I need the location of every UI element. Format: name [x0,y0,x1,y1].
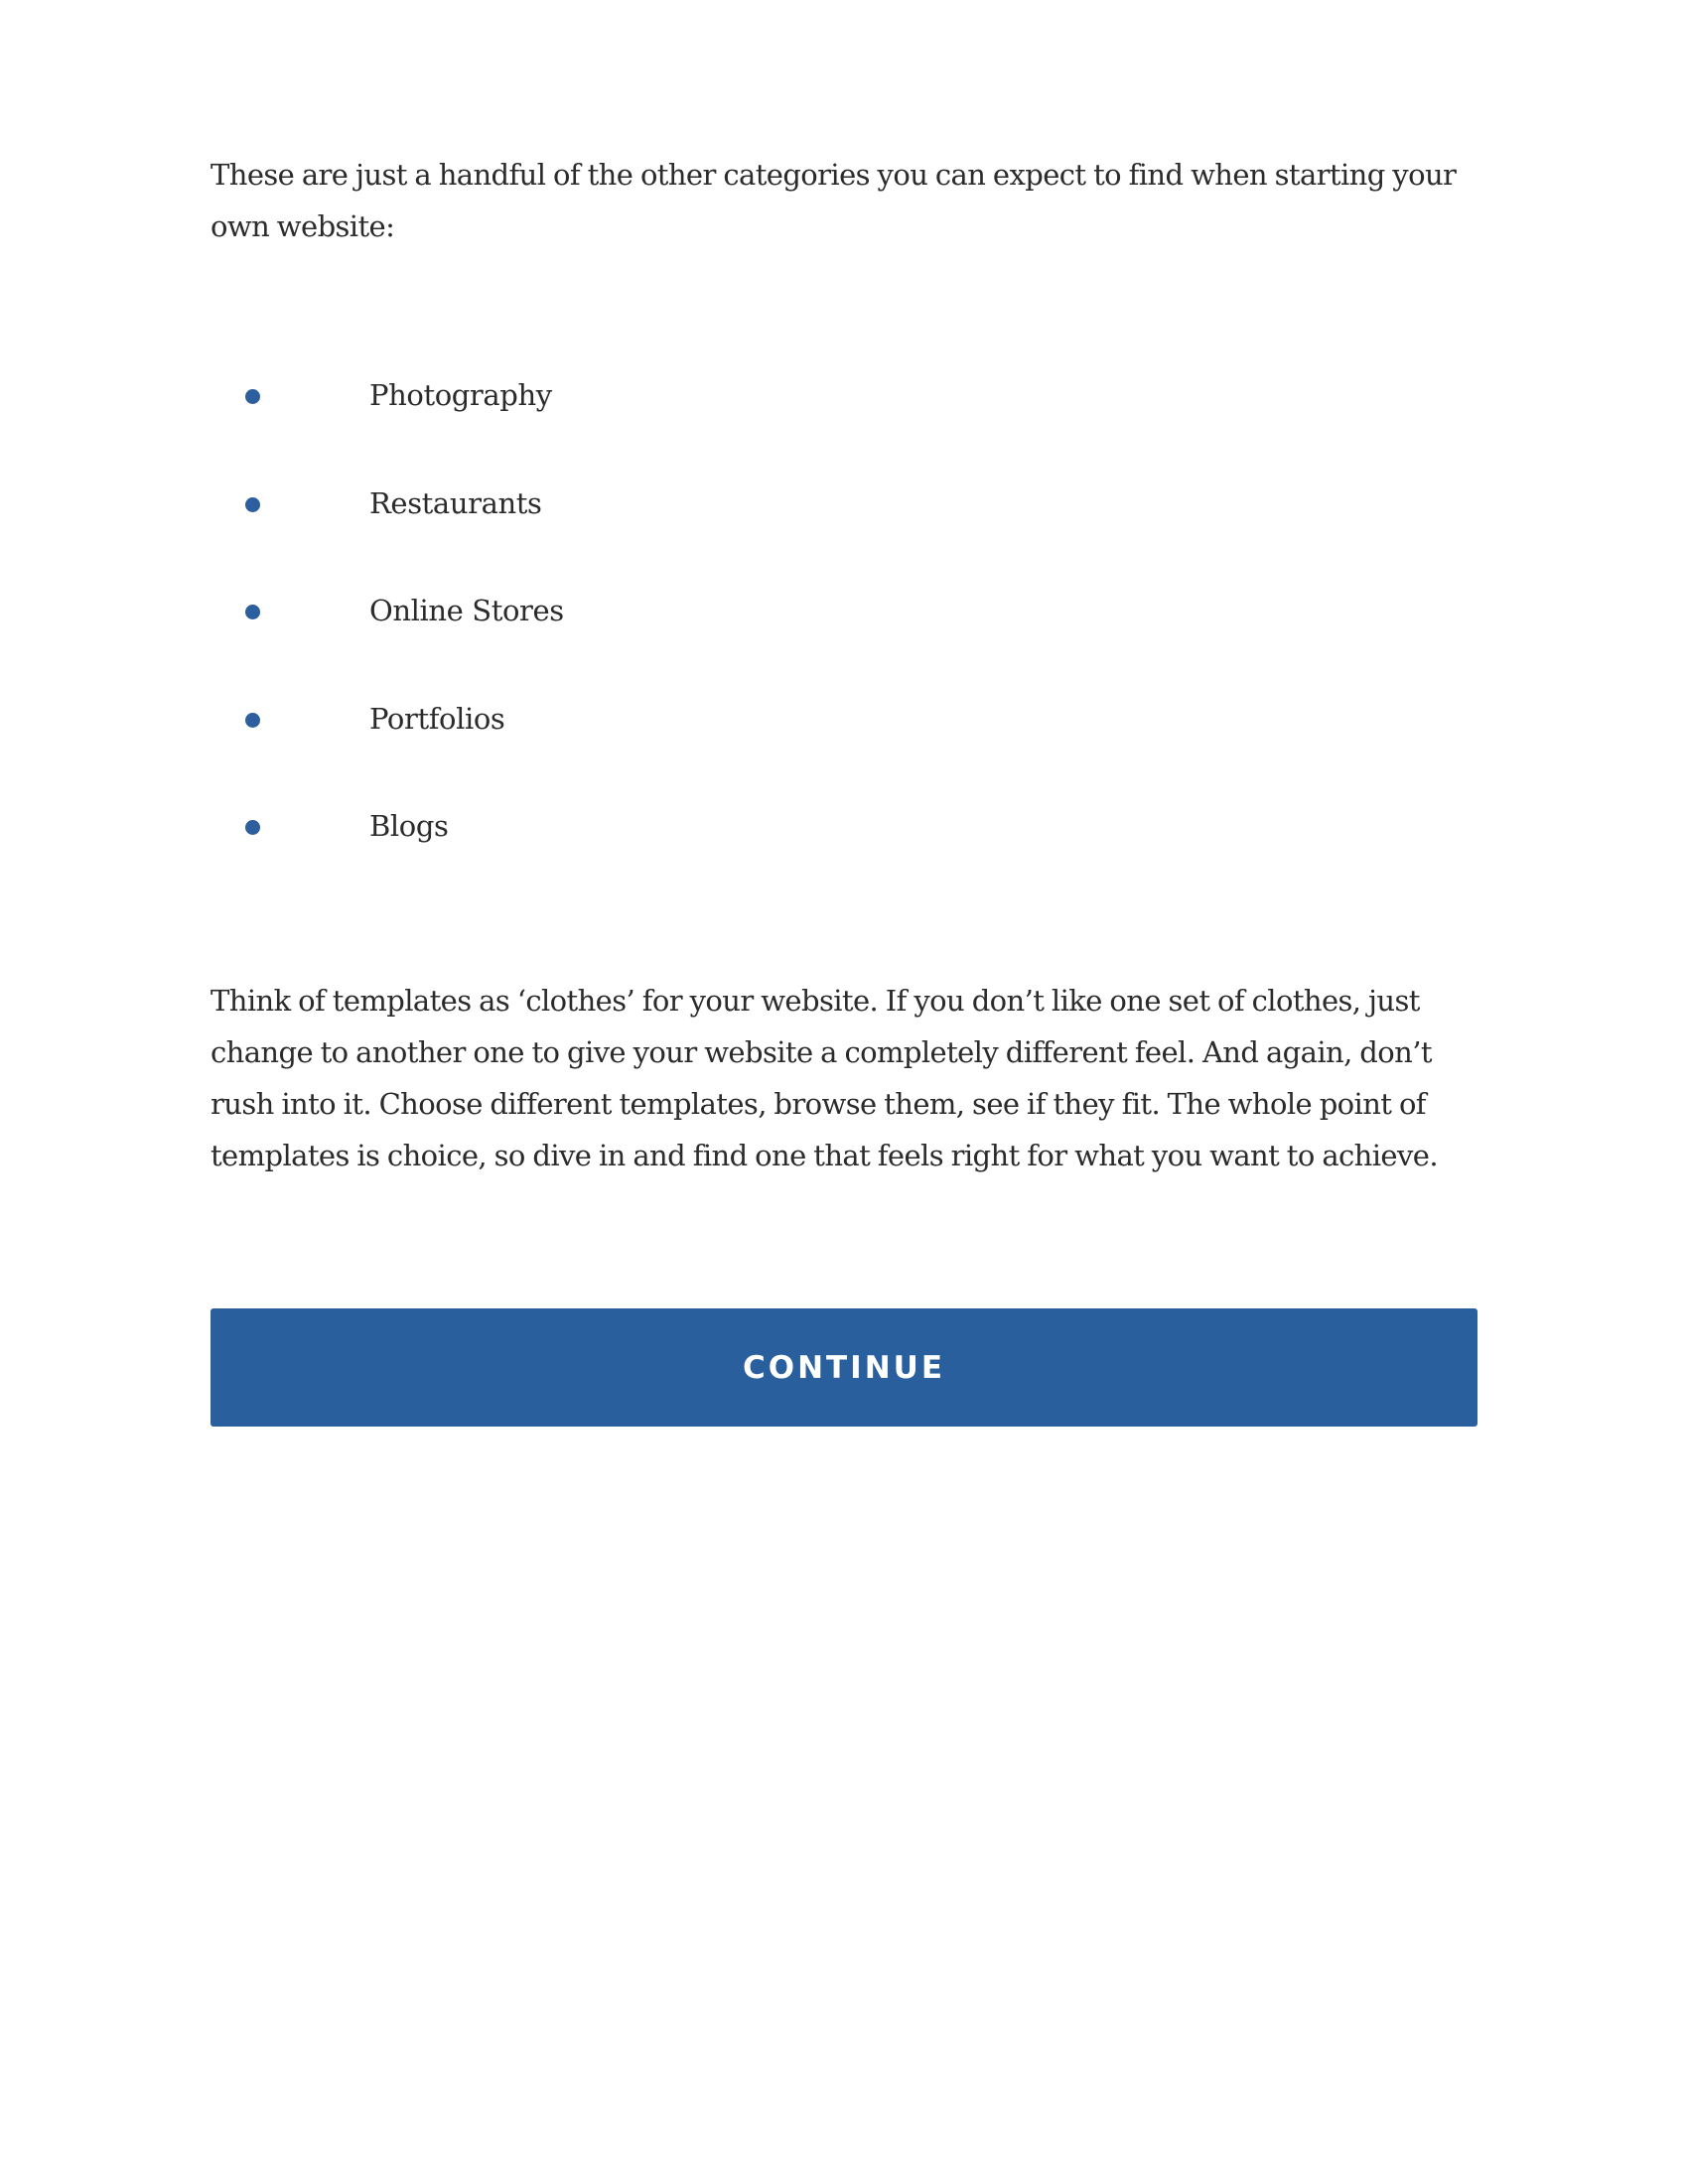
list-item-label: Restaurants [369,485,542,520]
bullet-dot-icon [245,389,260,404]
bullet-dot-icon [245,605,260,619]
list-item-label: Online Stores [369,594,564,627]
continue-button[interactable]: CONTINUE [211,1308,1477,1427]
bullet-dot-icon [245,497,260,512]
templates-paragraph: Think of templates as ‘clothes’ for your website. If you don’t like one set of clothes, just change to another one to give your website a completely different feel. And again, don’t rush into it. Choose different templates, browse them, see if they fit. The whole point of templates is choice, so dive in and find one that feels right for what you want to achieve. [211,984,1438,1172]
document-page [211,149,1477,1386]
list-item-label: Portfolios [369,701,505,736]
list-item-label: Blogs [369,809,449,843]
list-item-label: Photography [369,378,552,412]
bullet-dot-icon [245,820,260,835]
bullet-dot-icon [245,713,260,728]
intro-paragraph: These are just a handful of the other categories you can expect to find when starting your own website: [211,158,1457,243]
